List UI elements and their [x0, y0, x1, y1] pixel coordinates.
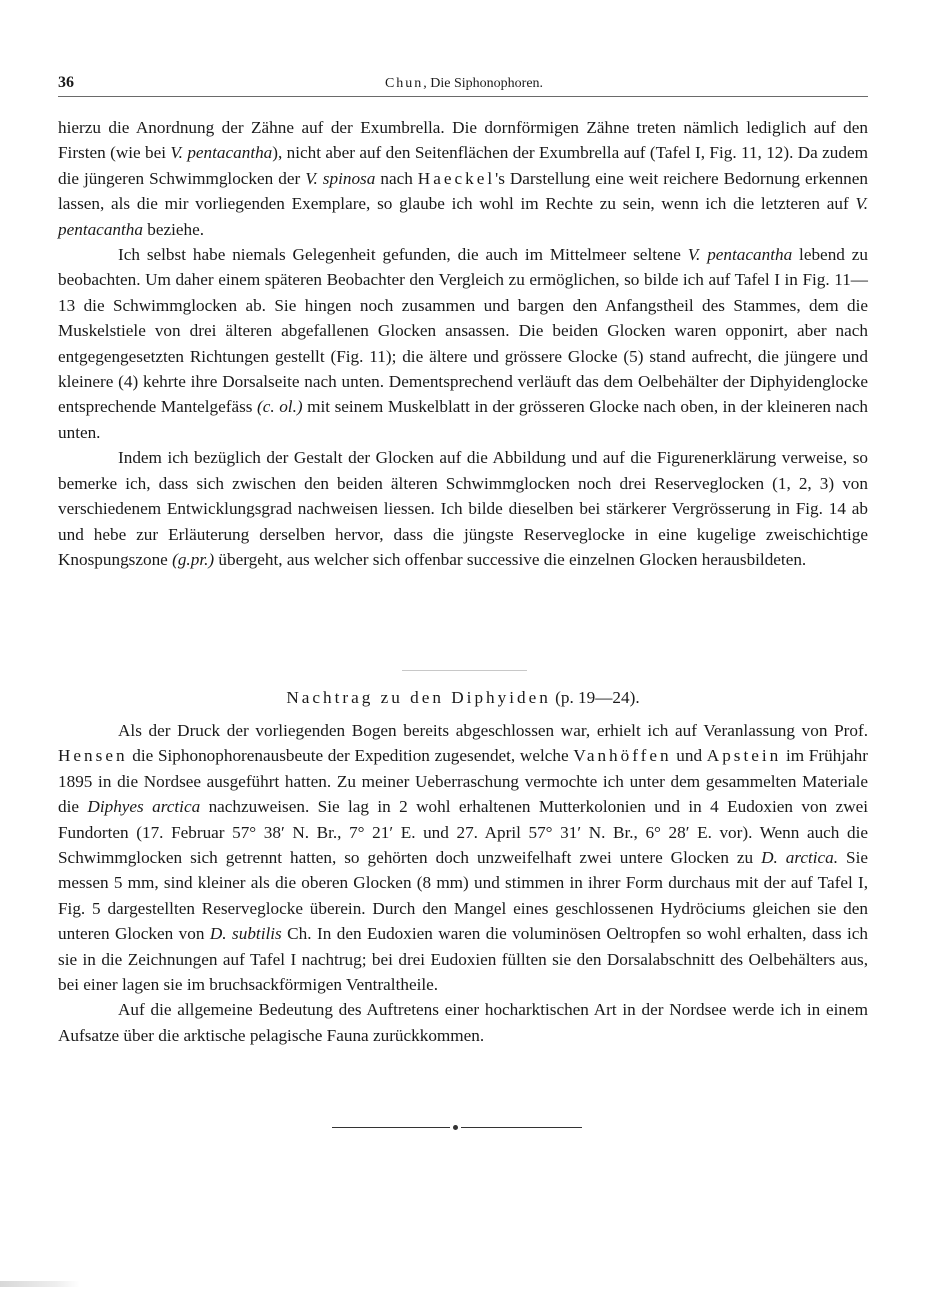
italic-text: D. arctica.: [761, 848, 839, 868]
section-heading-title: Nachtrag zu den Diphyiden: [286, 688, 551, 707]
italic-text: (g.pr.): [172, 549, 215, 569]
running-title: [58, 76, 870, 92]
italic-text: D. subtilis: [209, 924, 282, 944]
text-run: die Siphonophorenausbeute der Expedition zugesendet, welche: [127, 746, 574, 766]
italic-text: V. pentacantha: [170, 143, 273, 163]
paragraph: [58, 997, 868, 1048]
ornament-dot: [453, 1125, 458, 1130]
section-divider: [402, 670, 527, 671]
text-run: Auf die allgemeine Bedeutung des Auftretens einer hocharktischen Art in der Nordsee werde ich in einem Aufsatze über die arktische pelagische Fauna zurückkommen.: [58, 1000, 868, 1045]
paragraph: [58, 718, 868, 997]
paragraph: [58, 115, 868, 242]
text-run: mit seinem Muskelblatt in der grösseren Glocke nach oben, in der kleineren nach unten.: [58, 397, 868, 442]
paragraph: [58, 242, 868, 445]
text-run: lebend zu beobachten. Um daher einem späteren Beobachter den Vergleich zu ermöglichen, so bilde ich auf Tafel I in Fig. 11—13 die Schwimmglocken ab. Sie hingen noch zusammen und bargen den Anfangstheil des Stammes, dem die Muskelstiele von drei älteren abgefallenen Glocken ansassen. Die beiden Glocken waren opponirt, aber nach entgegengesetzten Richtungen gestellt (Fig. 11); die ältere und grössere Glocke (5) stand aufrecht, die jüngere und kleinere (4) kehrte ihre Dorsalseite nach unten. Dementsprechend verläuft das dem Oelbehälter der Diphyidenglocke entsprechende Mantelgefäss: [58, 245, 868, 417]
text-run: hierzu die Anordnung der Zähne auf der Exumbrella. Die dornförmigen Zähne treten nämlich lediglich auf den Firsten (wie bei: [58, 118, 868, 163]
end-ornament: [332, 1125, 582, 1131]
running-title-author: Chun: [384, 76, 424, 91]
text-run: Ich selbst habe niemals Gelegenheit gefunden, die auch im Mittelmeer seltene: [118, 245, 688, 265]
page-number: 36: [58, 74, 74, 91]
text-run: 's Darstellung eine weit reichere Bedornung erkennen lassen, als die mir vorliegenden Exemplare, so glaube ich wohl im Rechte zu sein, wenn ich die letzteren auf: [58, 168, 869, 214]
header-rule: [58, 96, 868, 97]
text-run: Als der Druck der vorliegenden Bogen bereits abgeschlossen war, erhielt ich auf Veranlassung von Prof.: [118, 721, 868, 740]
italic-text: V. spinosa: [305, 168, 376, 188]
spaced-name: Apstein: [706, 746, 782, 766]
italic-text: (c. ol.): [257, 397, 303, 417]
text-run: Sie messen 5 mm, sind kleiner als die oberen Glocken (8 mm) und stimmen in ihrer Form durchaus mit der auf Tafel I, Fig. 5 dargestellten Reserveglocke überein. Durch den Mangel eines geschlossenen Hydröciums gleichen sie den unteren Glocken von: [58, 848, 868, 944]
text-run: im Frühjahr 1895 in die Nordsee ausgeführt hatten. Zu meiner Ueberraschung vermochte ich unter dem gesammelten Materiale die: [58, 746, 868, 817]
text-run: und: [671, 746, 707, 766]
running-title-text: , Die Siphonophoren.: [423, 76, 544, 91]
text-run: Ch. In den Eudoxien waren die voluminösen Oeltropfen so wohl erhalten, dass ich sie in die Zeichnungen auf Tafel I nachtrug; bei drei Eudoxien füllten sie den Dorsalabschnitt des Oelbehälters aus, bei einer lagen sie im bruchsackförmigen Ventraltheile.: [58, 924, 869, 995]
text-run: Indem ich bezüglich der Gestalt der Glocken auf die Abbildung und auf die Figurenerklärung verweise, so bemerke ich, dass sich zwischen den beiden älteren Schwimmglocken noch drei Reserveglocken (1, 2, 3) von verschiedenem Entwicklungsgrad nachweisen liessen. Ich bilde dieselben bei stärkerer Vergrösserung in Fig. 14 ab und hebe zur Erläuterung derselben hervor, dass die jüngste Reserveglocke in eine kugelige zweischichtige Knospungszone: [58, 448, 868, 569]
text-run: nachzuweisen. Sie lag in 2 wohl erhaltenen Mutterkolonien und in 4 Eudoxien von zwei Fundorten (17. Februar 57° 38′ N. Br., 7° 21′ E. und 27. April 57° 31′ N. Br., 6° 28′ E. vor). Wenn auch die Schwimmglocken sich getrennt hatten, so gehörten doch unzweifelhaft zwei untere Glocken zu: [58, 797, 869, 868]
italic-text: Diphyes arctica: [87, 797, 201, 817]
spaced-name: Vanhöffen: [573, 746, 672, 766]
body-text-upper: [58, 115, 868, 572]
body-text-lower: [58, 718, 868, 1048]
italic-text: V. pentacantha: [687, 245, 793, 265]
text-run: übergeht, aus welcher sich offenbar successive die einzelnen Glocken herausbildeten.: [214, 549, 807, 569]
spaced-name: Haeckel: [417, 168, 496, 188]
scan-edge-mark: [0, 1281, 80, 1287]
text-run: ), nicht aber auf den Seitenflächen der Exumbrella auf (Tafel I, Fig. 11, 12). Da zudem die jüngeren Schwimmglocken der: [58, 143, 868, 188]
italic-text: V. pentacantha: [58, 194, 868, 239]
section-heading: [58, 688, 868, 708]
paragraph: [58, 445, 868, 572]
text-run: nach: [375, 168, 418, 188]
spaced-name: Hensen: [58, 746, 128, 766]
text-run: beziehe.: [142, 219, 205, 239]
ornament-line-right: [461, 1127, 582, 1128]
section-heading-pages: (p. 19—24).: [550, 688, 640, 707]
ornament-line-left: [332, 1127, 450, 1128]
